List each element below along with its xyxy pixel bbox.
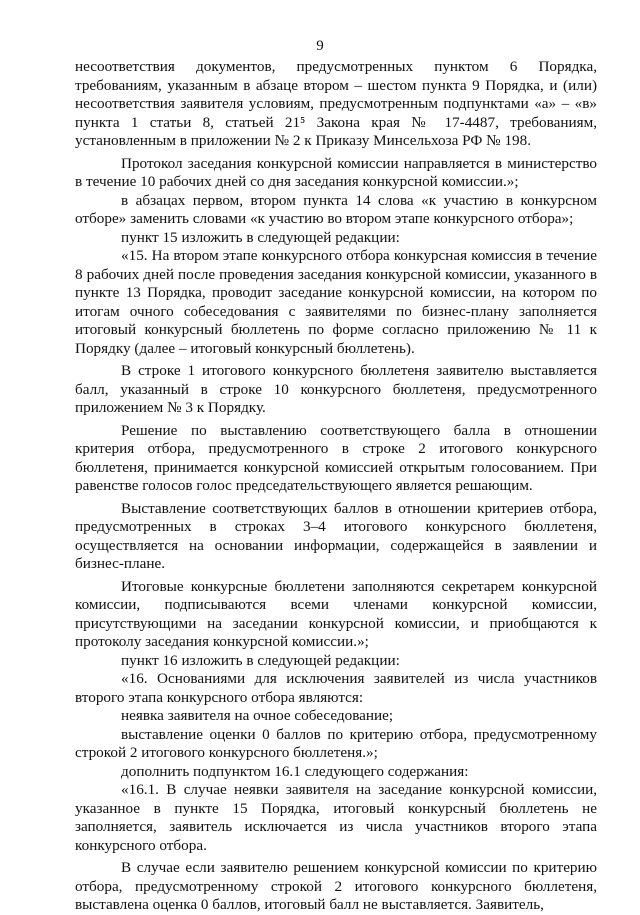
paragraph: Итоговые конкурсные бюллетени заполняются секретарем конкурсной комиссии, подписываются всеми членами конкурсной комиссии, присутствующими на заседании конкурсной комиссии, и приобщаются к протоколу заседания конкурсной комиссии.»;: [75, 577, 597, 650]
paragraph: Выставление соответствующих баллов в отношении критериев отбора, предусмотренных в строках 3–4 итогового конкурсного бюллетеня, осуществляется на основании информации, содержащейся в заявлении и бизнес-плане.: [75, 499, 597, 572]
paragraph: несоответствия документов, предусмотренных пунктом 6 Порядка, требованиям, указанным в абзаце втором – шестом пункта 9 Порядка, и (или) несоответствия заявителя условиям, предусмотренным подпунктами «а» – «в» пункта 1 статьи 8, статьей 21⁵ Закона края № 17-4487, требованиям, установленным в приложении № 2 к Приказу Минсельхоза РФ № 198.: [75, 58, 597, 149]
paragraph: «16.1. В случае неявки заявителя на заседание конкурсной комиссии, указанное в пункте 15 Порядка, итоговый конкурсный бюллетень не заполняется, заявитель исключается из числа участников второго этапа конкурсного отбора.: [75, 781, 597, 854]
paragraph: «16. Основаниями для исключения заявителей из числа участников второго этапа конкурсного отбора являются:: [75, 670, 597, 706]
paragraph: выставление оценки 0 баллов по критерию отбора, предусмотренному строкой 2 итогового конкурсного бюллетеня.»;: [75, 725, 597, 761]
paragraph: пункт 15 изложить в следующей редакции:: [121, 228, 400, 246]
paragraph: дополнить подпунктом 16.1 следующего содержания:: [121, 762, 469, 780]
paragraph: Протокол заседания конкурсной комиссии направляется в министерство в течение 10 рабочих дней со дня заседания конкурсной комиссии.»;: [75, 154, 597, 190]
page-number: 9: [316, 38, 324, 54]
paragraph: неявка заявителя на очное собеседование;: [121, 707, 394, 724]
paragraph: «15. На втором этапе конкурсного отбора конкурсная комиссия в течение 8 рабочих дней после проведения заседания конкурсной комиссии, указанного в пункте 13 Порядка, проводит заседание конкурсной комиссии, на котором по итогам очного собеседования с заявителями по бизнес-плану заполняется итоговый конкурсный бюллетень по форме согласно приложению № 11 к Порядку (далее – итоговый конкурсный бюллетень).: [75, 247, 597, 357]
paragraph: пункт 16 изложить в следующей редакции:: [121, 651, 400, 669]
paragraph: Решение по выставлению соответствующего балла в отношении критерия отбора, предусмотренного в строке 2 итогового конкурсного бюллетеня, принимается конкурсной комиссией открытым голосованием. При равенстве голосов голос председательствующего является решающим.: [75, 421, 597, 494]
document-body: [75, 58, 597, 915]
paragraph: В строке 1 итогового конкурсного бюллетеня заявителю выставляется балл, указанный в строке 10 конкурсного бюллетеня, предусмотренного приложением № 3 к Порядку.: [75, 362, 597, 416]
paragraph: В случае если заявителю решением конкурсной комиссии по критерию отбора, предусмотренному строкой 2 итогового конкурсного бюллетеня, выставлена оценка 0 баллов, итоговый балл не выставляется. Заявитель,: [75, 859, 597, 913]
paragraph: в абзацах первом, втором пункта 14 слова «к участию в конкурсном отборе» заменить словами «к участию во втором этапе конкурсного отбора»;: [75, 191, 597, 227]
